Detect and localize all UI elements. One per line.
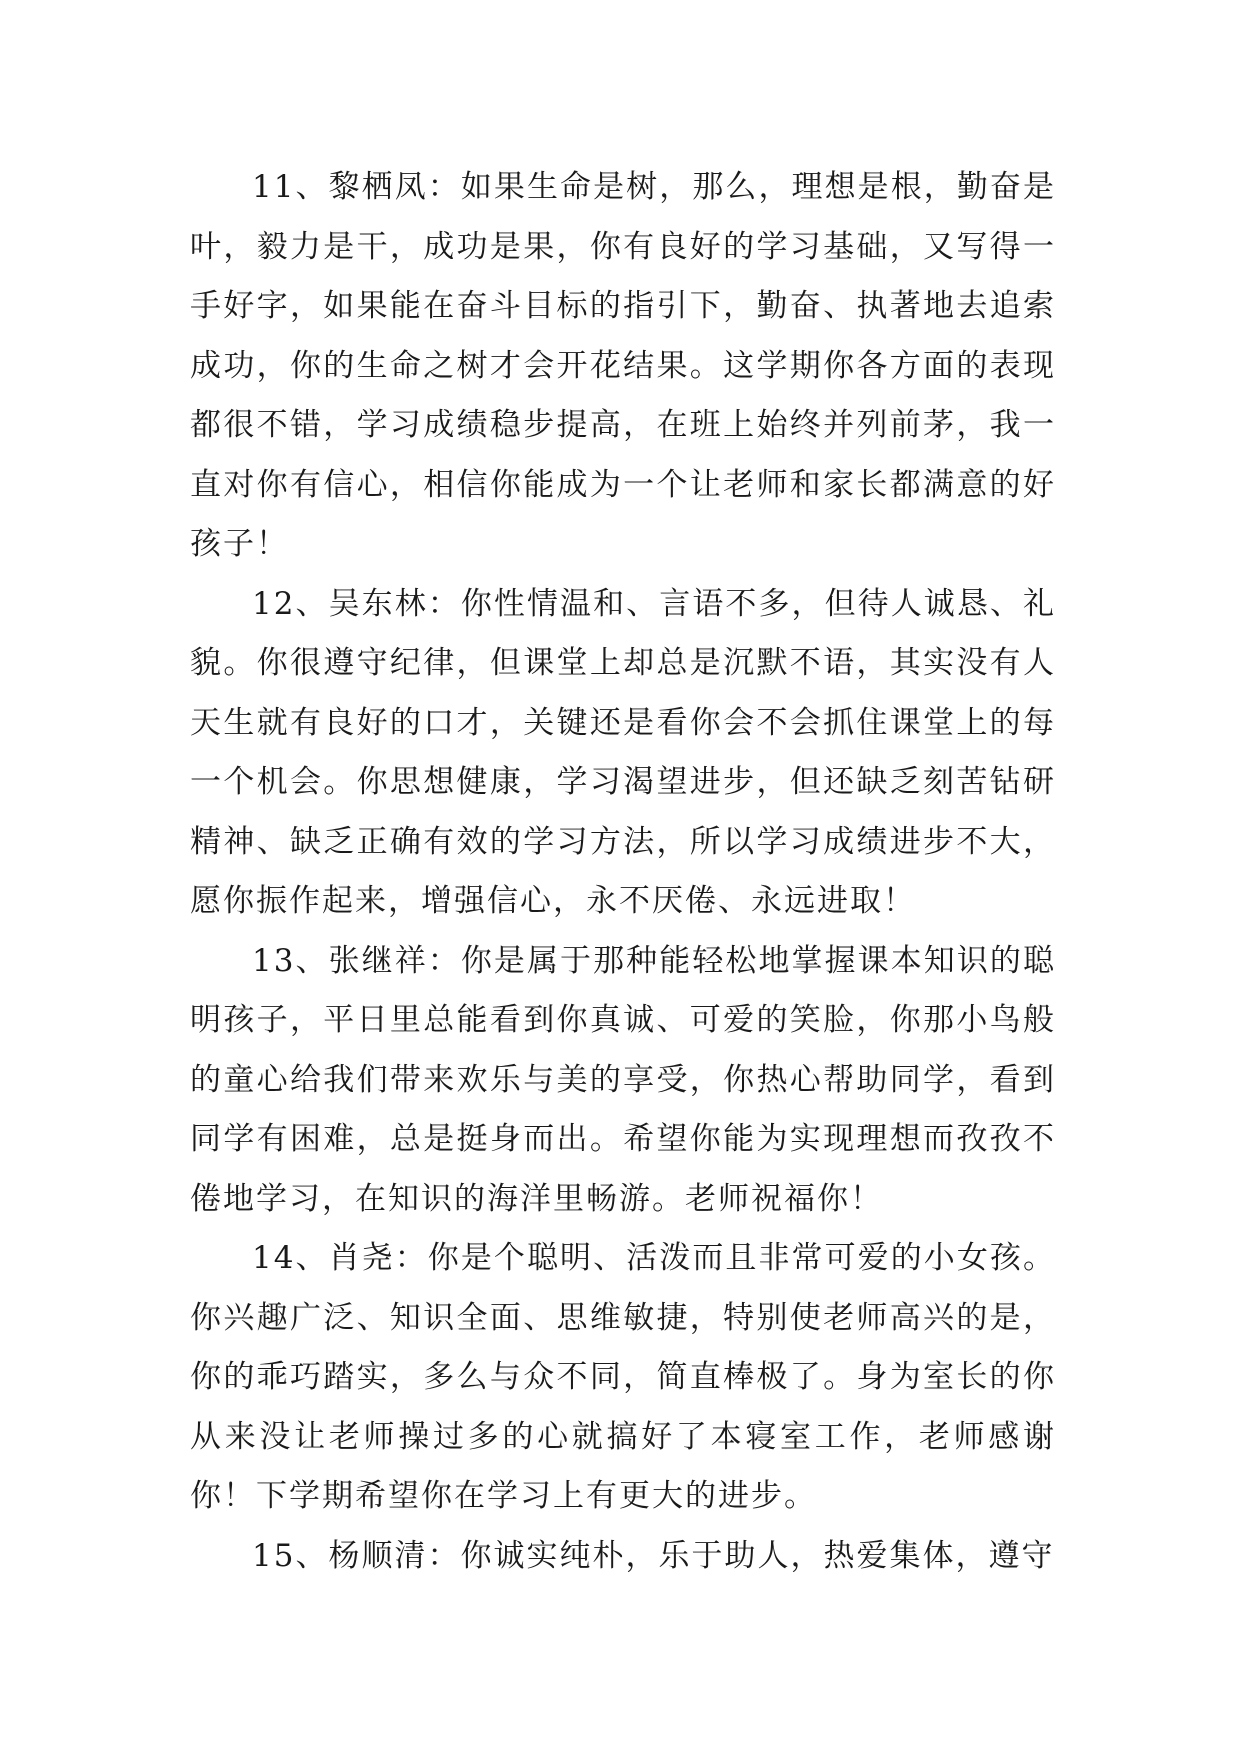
comment-paragraph-11: 11、黎栖凤：如果生命是树，那么，理想是根，勤奋是叶，毅力是干，成功是果，你有良好的学习基础，又写得一手好字，如果能在奋斗目标的指引下，勤奋、执著地去追索成功，你的生命之树才会开花结果。这学期你各方面的表现都很不错，学习成绩稳步提高，在班上始终并列前茅，我一直对你有信心，相信你能成为一个让老师和家长都满意的好孩子！	[190, 169, 1056, 562]
comment-paragraph-15: 15、杨顺清：你诚实纯朴，乐于助人，热爱集体，遵守	[252, 1537, 1055, 1574]
comment-paragraph-13: 13、张继祥：你是属于那种能轻松地掌握课本知识的聪明孩子，平日里总能看到你真诚、可爱的笑脸，你那小鸟般的童心给我们带来欢乐与美的享受，你热心帮助同学，看到同学有困难，总是挺身而出。希望你能为实现理想而孜孜不倦地学习，在知识的海洋里畅游。老师祝福你！	[190, 942, 1056, 1217]
document-body	[190, 158, 1056, 1586]
comment-paragraph-12: 12、吴东林：你性情温和、言语不多，但待人诚恳、礼貌。你很遵守纪律，但课堂上却总是沉默不语，其实没有人天生就有良好的口才，关键还是看你会不会抓住课堂上的每一个机会。你思想健康，学习渴望进步，但还缺乏刻苦钻研精神、缺乏正确有效的学习方法，所以学习成绩进步不大，愿你振作起来，增强信心，永不厌倦、永远进取！	[190, 585, 1056, 919]
comment-paragraph-14: 14、肖尧：你是个聪明、活泼而且非常可爱的小女孩。你兴趣广泛、知识全面、思维敏捷，特别使老师高兴的是，你的乖巧踏实，多么与众不同，简直棒极了。身为室长的你从来没让老师操过多的心就搞好了本寝室工作，老师感谢你！下学期希望你在学习上有更大的进步。	[190, 1240, 1056, 1514]
